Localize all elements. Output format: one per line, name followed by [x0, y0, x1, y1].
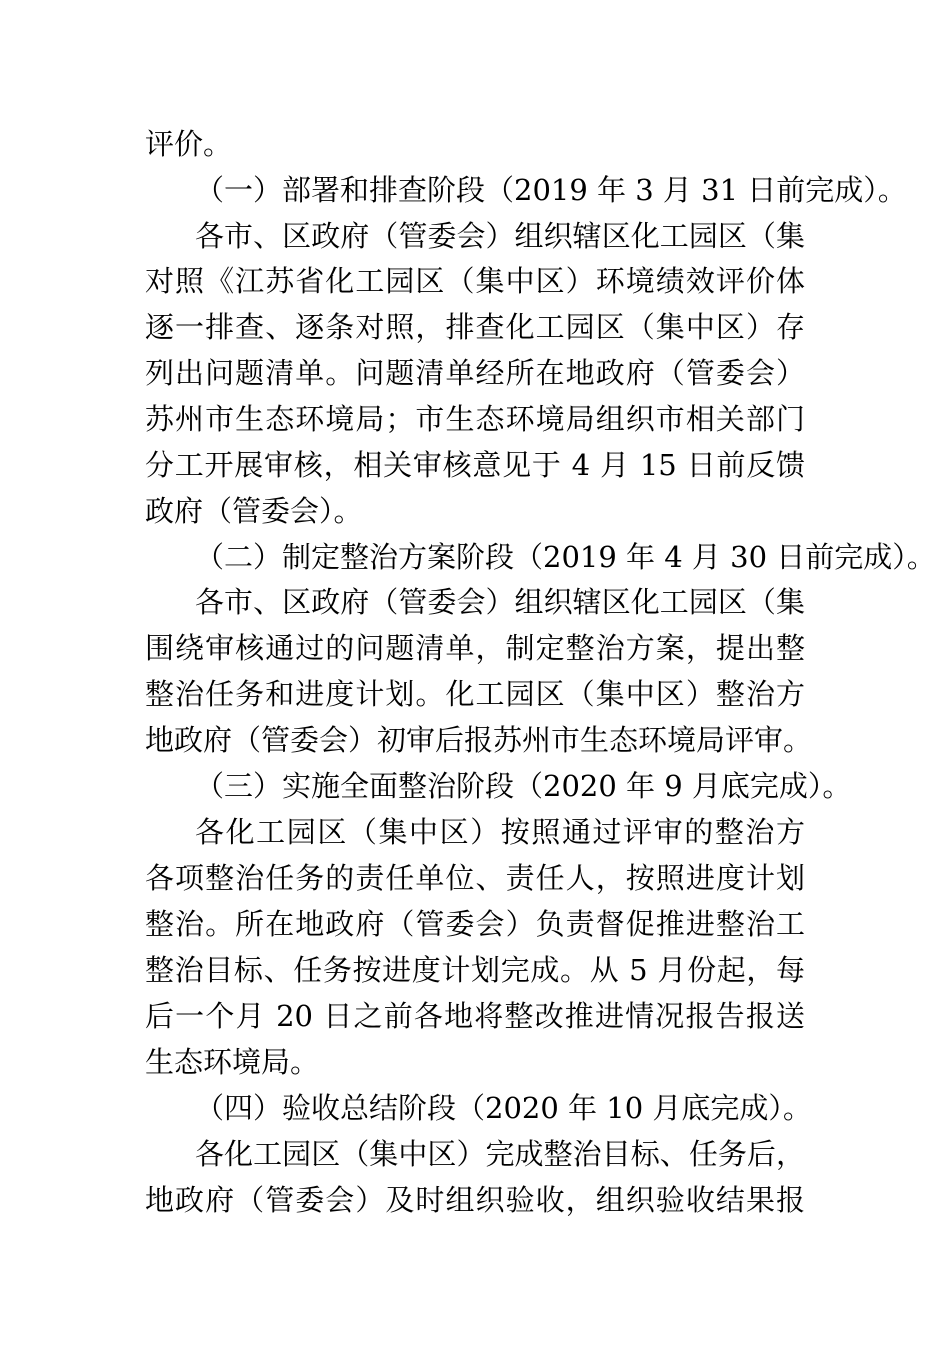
- text-line: 生态环境局。: [145, 1045, 320, 1079]
- text-line: 整治目标、任务按进度计划完成。从 5 月份起，每: [145, 953, 805, 987]
- text-line: 整治任务和进度计划。化工园区（集中区）整治方: [145, 677, 805, 711]
- text-line: 地政府（管委会）及时组织验收，组织验收结果报: [145, 1183, 805, 1217]
- text-line: 各项整治任务的责任单位、责任人，按照进度计划: [145, 861, 805, 895]
- text-line: 后一个月 20 日之前各地将整改推进情况报告报送: [145, 999, 805, 1033]
- section-heading-2: （二）制定整治方案阶段（2019 年 4 月 30 日前完成）。: [195, 540, 936, 574]
- section-heading-1: （一）部署和排查阶段（2019 年 3 月 31 日前完成）。: [195, 173, 907, 207]
- text-line: 各化工园区（集中区）按照通过评审的整治方: [195, 815, 805, 849]
- text-line: 政府（管委会）。: [145, 494, 363, 528]
- text-line: 整治。所在地政府（管委会）负责督促推进整治工: [145, 907, 805, 941]
- text-line: 苏州市生态环境局；市生态环境局组织市相关部门: [145, 402, 805, 436]
- section-heading-3: （三）实施全面整治阶段（2020 年 9 月底完成）。: [195, 769, 852, 803]
- text-line: 对照《江苏省化工园区（集中区）环境绩效评价体: [145, 264, 805, 298]
- text-line: 逐一排查、逐条对照，排查化工园区（集中区）存: [145, 310, 805, 344]
- text-line: 各市、区政府（管委会）组织辖区化工园区（集: [195, 219, 805, 253]
- text-line: 评价。: [145, 127, 233, 161]
- section-heading-4: （四）验收总结阶段（2020 年 10 月底完成）。: [195, 1091, 812, 1125]
- text-line: 围绕审核通过的问题清单，制定整治方案，提出整: [145, 631, 805, 665]
- text-line: 分工开展审核，相关审核意见于 4 月 15 日前反馈: [145, 448, 805, 482]
- text-line: 各化工园区（集中区）完成整治目标、任务后，: [195, 1137, 805, 1171]
- text-line: 各市、区政府（管委会）组织辖区化工园区（集: [195, 585, 805, 619]
- text-line: 列出问题清单。问题清单经所在地政府（管委会）: [145, 356, 805, 390]
- text-line: 地政府（管委会）初审后报苏州市生态环境局评审。: [145, 723, 813, 757]
